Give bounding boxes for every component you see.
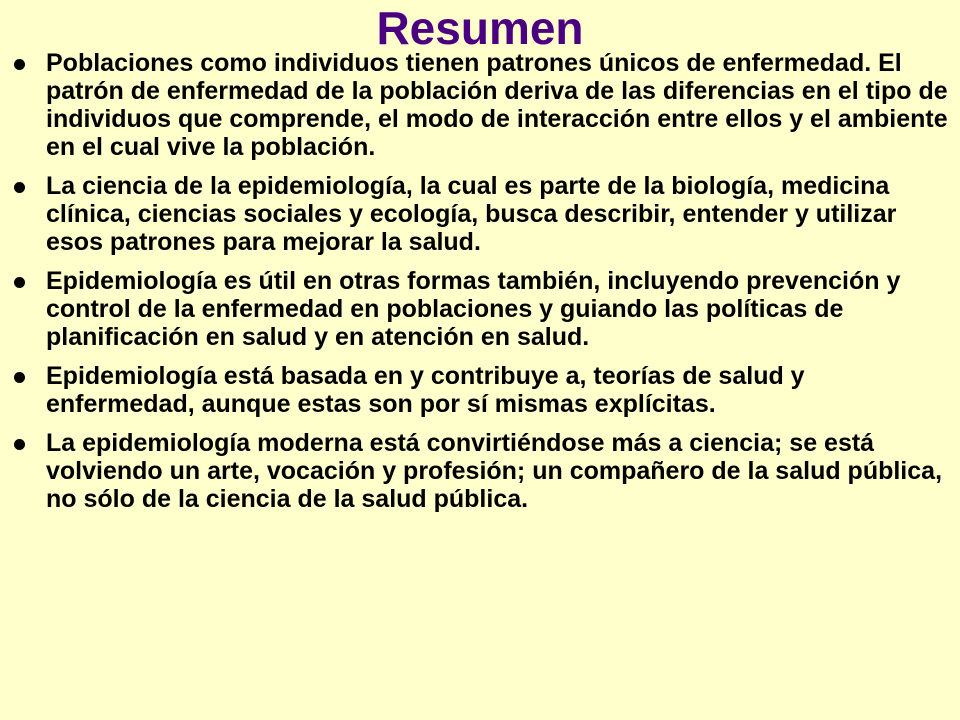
bullet-text: Poblaciones como individuos tienen patrones únicos de enfermedad. El patrón de enfermedad de la población deriva de las diferencias en el tipo de individuos que comprende, el modo de interacción entre ellos y el ambiente en el cual vive la población. <box>46 49 948 161</box>
bullet-dot-icon <box>14 439 25 450</box>
bullet-item <box>10 172 955 256</box>
bullet-text: Epidemiología es útil en otras formas también, incluyendo prevención y control de la enfermedad en poblaciones y guiando las políticas de planificación en salud y en atención en salud. <box>46 267 901 351</box>
slide-title: Resumen <box>376 2 584 54</box>
bullet-text: Epidemiología está basada en y contribuye a, teorías de salud y enfermedad, aunque estas son por sí mismas explícitas. <box>46 362 805 418</box>
bullet-dot-icon <box>14 277 25 288</box>
bullet-dot-icon <box>14 59 25 70</box>
bullet-dot-icon <box>14 372 25 383</box>
bullet-item <box>10 49 955 161</box>
bullet-list <box>10 49 955 524</box>
bullet-dot-icon <box>14 182 25 193</box>
bullet-text: La epidemiología moderna está convirtiéndose más a ciencia; se está volviendo un arte, vocación y profesión; un compañero de la salud pública, no sólo de la ciencia de la salud pública. <box>46 429 943 513</box>
bullet-text: La ciencia de la epidemiología, la cual es parte de la biología, medicina clínica, ciencias sociales y ecología, busca describir, entender y utilizar esos patrones para mejorar la salud. <box>46 172 897 256</box>
bullet-item <box>10 362 955 418</box>
bullet-item <box>10 267 955 351</box>
bullet-item <box>10 429 955 513</box>
